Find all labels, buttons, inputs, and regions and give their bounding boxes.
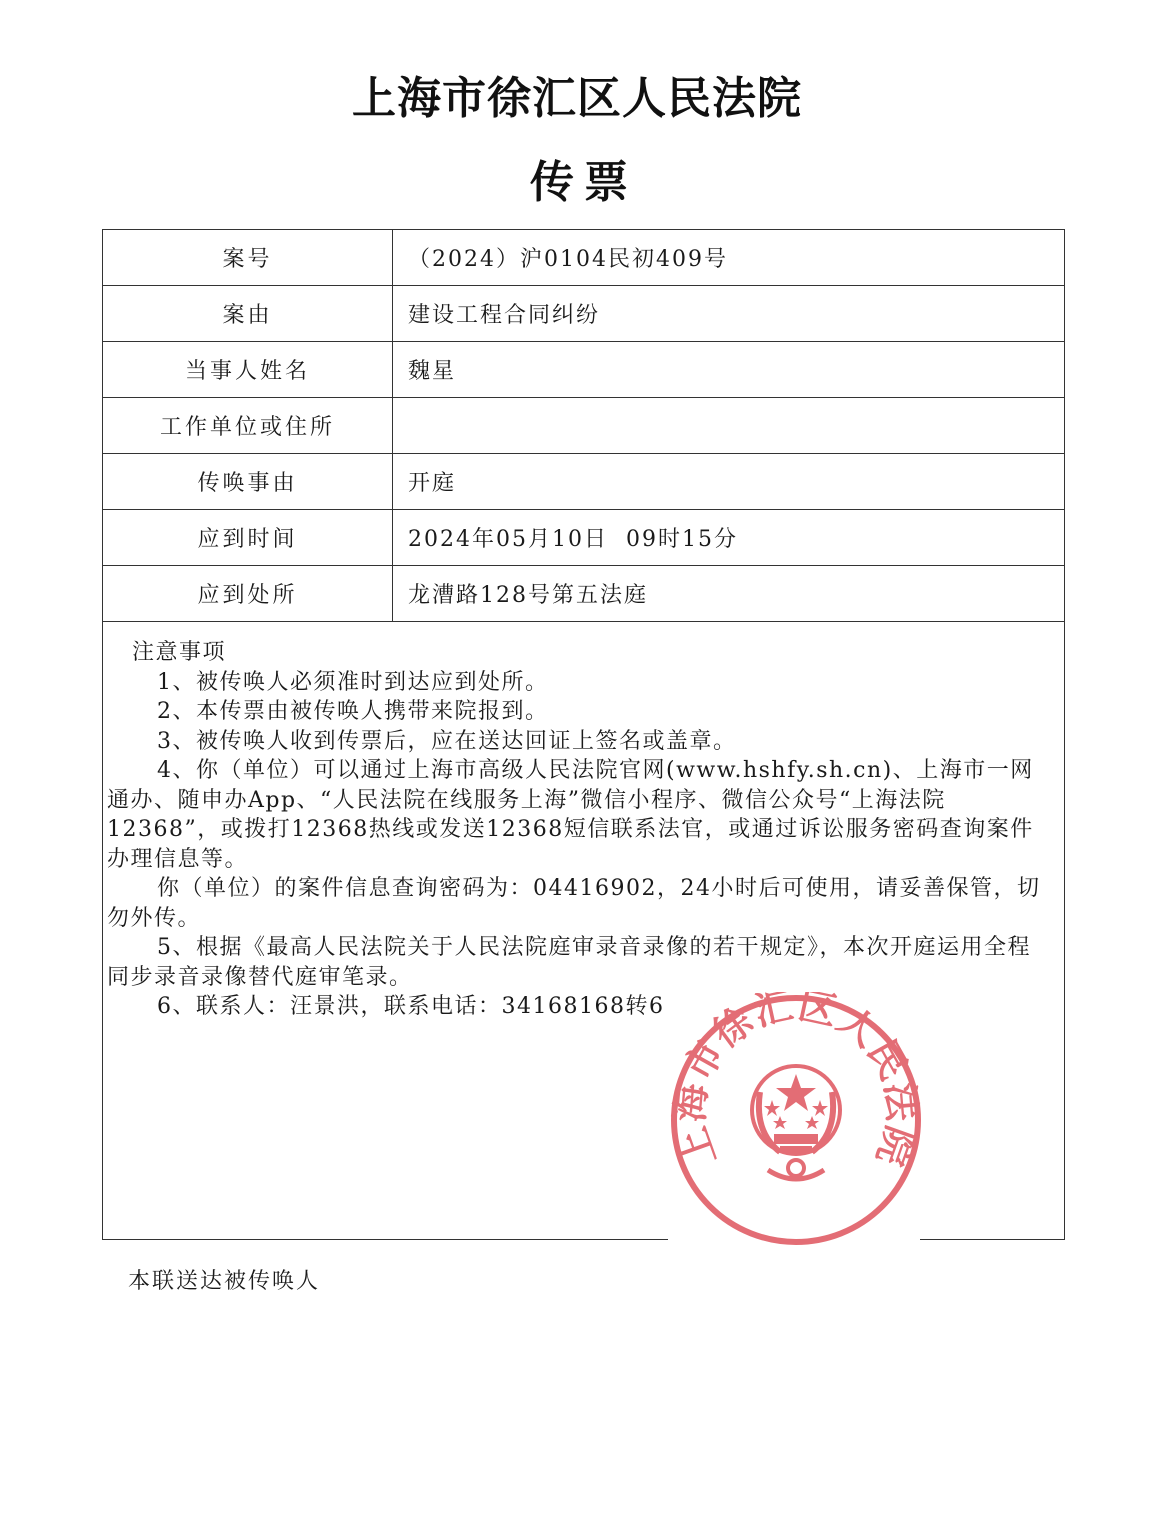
field-label: 案号	[103, 230, 393, 285]
field-value: 开庭	[408, 471, 457, 496]
field-row-party-name	[103, 342, 1064, 398]
note-item: 2、本传票由被传唤人携带来院报到。	[157, 699, 549, 724]
field-value: 建设工程合同纠纷	[408, 303, 601, 328]
court-name-heading: 上海市徐汇区人民法院	[352, 73, 802, 124]
field-row-case-number	[103, 230, 1064, 286]
note-password: 你（单位）的案件信息查询密码为：04416902，24小时后可使用，请妥善保管，切勿外传。	[107, 876, 1041, 931]
field-row-address	[103, 398, 1064, 454]
seal-text: 上海市徐汇区人民法院	[668, 992, 924, 1173]
field-label: 案由	[103, 286, 393, 341]
field-row-cause	[103, 286, 1064, 342]
notes-heading: 注意事项	[132, 640, 227, 665]
note-item: 5、根据《最高人民法院关于人民法院庭审录音录像的若干规定》，本次开庭运用全程同步录音录像替代庭审笔录。	[107, 935, 1031, 990]
document-title: 传票	[530, 157, 638, 208]
field-row-appearance-time	[103, 510, 1064, 566]
court-seal-icon	[668, 992, 924, 1248]
field-label: 传唤事由	[103, 454, 393, 509]
footer-note: 本联送达被传唤人	[128, 1269, 321, 1294]
field-value: 魏星	[408, 359, 457, 384]
national-emblem-icon	[752, 1066, 840, 1179]
field-row-appearance-place	[103, 566, 1064, 622]
field-value: 龙漕路128号第五法庭	[408, 583, 648, 608]
field-label: 应到时间	[103, 510, 393, 565]
field-value: 2024年05月10日 09时15分	[408, 527, 738, 552]
field-label: 应到处所	[103, 566, 393, 621]
field-value	[408, 398, 1064, 453]
notes-section	[107, 638, 1047, 1022]
note-item: 3、被传唤人收到传票后，应在送达回证上签名或盖章。	[157, 728, 737, 754]
note-contact: 6、联系人：汪景洪，联系电话：34168168转6	[157, 994, 665, 1019]
field-row-summons-reason	[103, 454, 1064, 510]
field-label: 工作单位或住所	[103, 398, 393, 453]
field-value: （2024）沪0104民初409号	[408, 247, 728, 272]
court-seal	[668, 992, 924, 1248]
field-label: 当事人姓名	[103, 342, 393, 397]
note-item: 4、你（单位）可以通过上海市高级人民法院官网(www.hshfy.sh.cn)、上海市一网通办、随申办App、“人民法院在线服务上海”微信小程序、微信公众号“上海法院12368”，或拨打12368热线或发送12368短信联系法官，或通过诉讼服务密码查询案件办理信息等。	[107, 758, 1034, 872]
note-item: 1、被传唤人必须准时到达应到处所。	[157, 669, 549, 695]
